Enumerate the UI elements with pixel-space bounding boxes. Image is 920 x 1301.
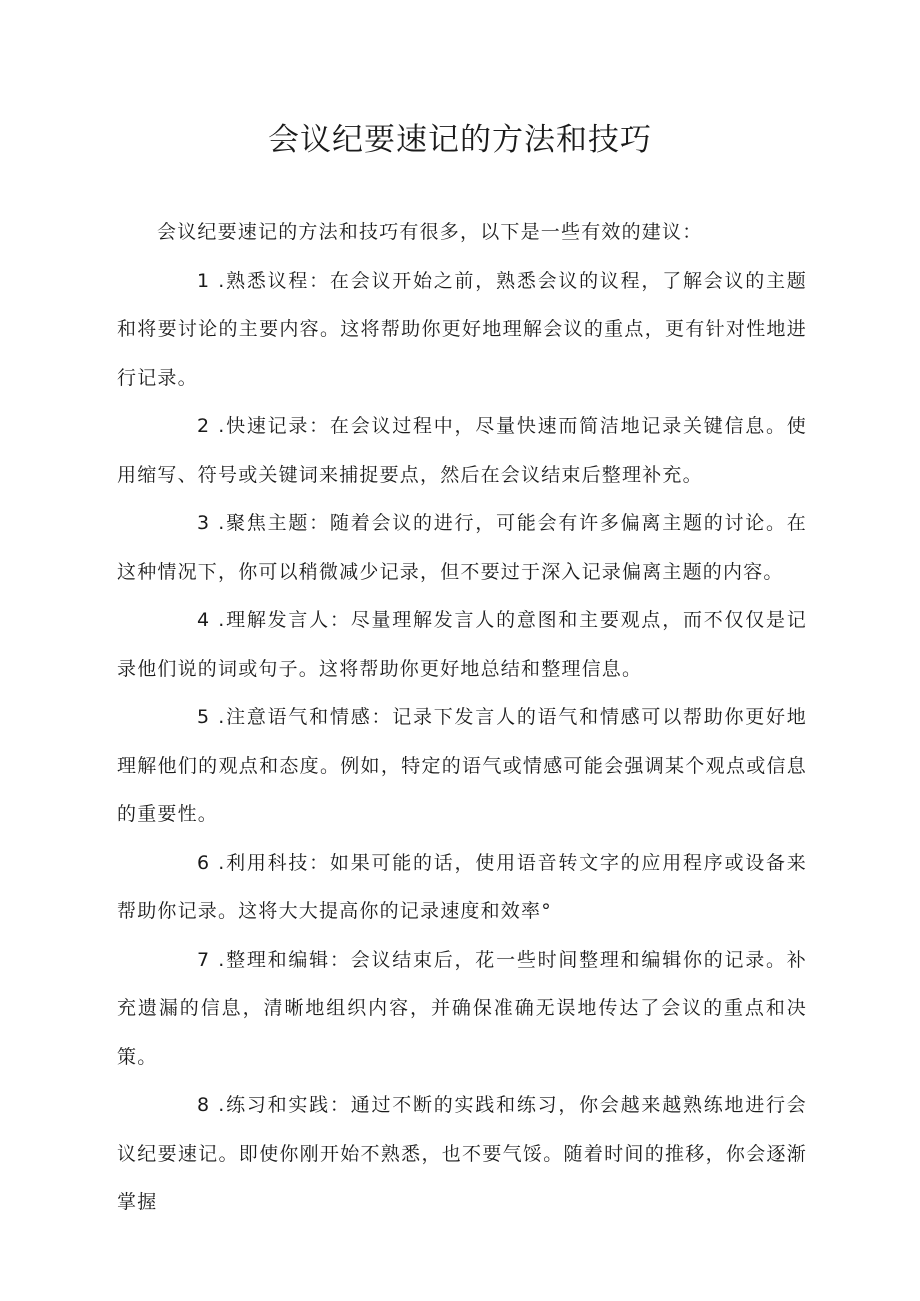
item-number: 8 (197, 1094, 211, 1116)
list-item (117, 596, 807, 693)
item-text: .利用科技：如果可能的话，使用语音转文字的应用程序或设备来帮助你记录。这将大大提高你的记录速度和效率° (117, 851, 807, 922)
item-text: .练习和实践：通过不断的实践和练习，你会越来越熟练地进行会议纪要速记。即使你刚开始不熟悉，也不要气馁。随着时间的推移，你会逐渐掌握 (117, 1094, 807, 1213)
item-text: .聚焦主题：随着会议的进行，可能会有许多偏离主题的讨论。在这种情况下，你可以稍微减少记录，但不要过于深入记录偏离主题的内容。 (117, 512, 807, 583)
list-item (117, 839, 807, 936)
intro-paragraph: 会议纪要速记的方法和技巧有很多，以下是一些有效的建议： (157, 221, 703, 243)
item-number: 2 (197, 415, 211, 437)
list-item (117, 936, 807, 1082)
item-number: 7 (197, 948, 211, 971)
document-body (117, 208, 807, 1227)
item-text: .熟悉议程：在会议开始之前，熟悉会议的议程，了解会议的主题和将要讨论的主要内容。这将帮助你更好地理解会议的重点，更有针对性地进行记录。 (117, 269, 807, 389)
list-item (117, 402, 807, 499)
item-number: 3 (197, 512, 211, 534)
list-item (117, 693, 807, 839)
item-text: .整理和编辑：会议结束后，花一些时间整理和编辑你的记录。补充遗漏的信息，清晰地组织内容，并确保准确无误地传达了会议的重点和决策。 (117, 948, 807, 1068)
item-text: .快速记录：在会议过程中，尽量快速而简洁地记录关键信息。使用缩写、符号或关键词来捕捉要点，然后在会议结束后整理补充。 (117, 415, 807, 486)
item-text: .注意语气和情感：记录下发言人的语气和情感可以帮助你更好地理解他们的观点和态度。例如，特定的语气或情感可能会强调某个观点或信息的重要性。 (117, 706, 807, 825)
page-title: 会议纪要速记的方法和技巧 (268, 122, 652, 158)
item-number: 5 (197, 706, 211, 728)
item-number: 4 (197, 609, 211, 631)
item-text: .理解发言人：尽量理解发言人的意图和主要观点，而不仅仅是记录他们说的词或句子。这将帮助你更好地总结和整理信息。 (117, 609, 807, 680)
list-item (117, 257, 807, 403)
item-number: 6 (197, 851, 211, 874)
item-number: 1 (197, 269, 211, 292)
list-item (117, 499, 807, 596)
list-item (117, 1081, 807, 1227)
